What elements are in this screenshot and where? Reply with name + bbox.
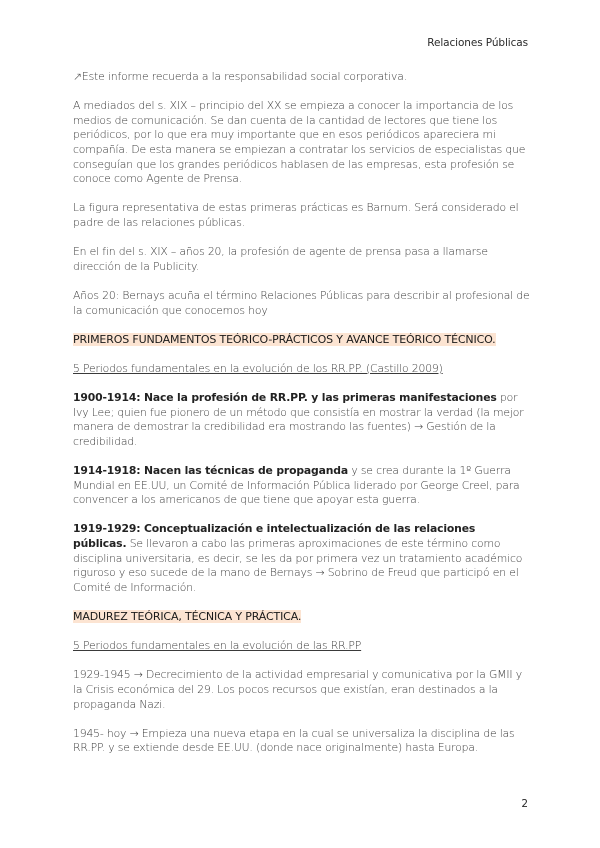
- section-heading: PRIMEROS FUNDAMENTOS TEÓRICO-PRÁCTICOS Y AVANCE TEÓRICO TÉCNICO.: [73, 332, 496, 346]
- paragraph: A mediados del s. XIX – principio del XX se empieza a conocer la importancia de los medios de comunicación. Se dan cuenta de la cantidad de lectores que tiene los periódicos, por lo que era muy importante que en esos periódicos apareciera mi compañía. De esta manera se empiezan a contratar los servicios de especialistas que conseguían que los grandes periódicos hablasen de las empresas, esta profesión se conoce como Agente de Prensa.: [73, 99, 526, 186]
- section-heading: MADUREZ TEÓRICA, TÉCNICA Y PRÁCTICA.: [73, 609, 302, 623]
- section-heading-wrapper: [73, 333, 531, 348]
- period-text: Se llevaron a cabo las primeras aproximaciones de este término como disciplina universitaria, es decir, se les da por primera vez un tratamiento académico riguroso y eso sucede de la mano de Bernays → Sobrino de Freud que participó en el Comité de Información.: [73, 537, 523, 594]
- period-entry: 1929-1945 → Decrecimiento de la actividad empresarial y comunicativa por la GMII y la Crisis económica del 29. Los pocos recursos que existían, eran destinados a la propaganda Nazi.: [73, 668, 522, 711]
- period-text: por Ivy Lee; quien fue pionero de un método que consistía en mostrar la verdad (la mejor manera de demostrar la credibilidad era mostrando las fuentes) → Gestión de la credibilidad.: [73, 391, 524, 448]
- paragraph: La figura representativa de estas primeras prácticas es Barnum. Será considerado el padre de las relaciones públicas.: [73, 201, 519, 229]
- period-entry: 1945- hoy → Empieza una nueva etapa en la cual se universaliza la disciplina de las RR.PP. y se extiende desde EE.UU. (donde nace originalmente) hasta Europa.: [73, 726, 515, 755]
- period-entry: [73, 391, 531, 449]
- section-subheading: 5 Periodos fundamentales en la evolución de las RR.PP: [73, 639, 362, 653]
- period-entry: [73, 522, 531, 595]
- document-body: [73, 70, 531, 771]
- page-number: 2: [521, 798, 528, 810]
- period-title: 1900-1914: Nace la profesión de RR.PP. y las primeras manifestaciones: [73, 391, 497, 405]
- running-header: Relaciones Públicas: [427, 37, 528, 49]
- period-entry: [73, 464, 531, 508]
- paragraph: Años 20: Bernays acuña el término Relaciones Públicas para describir al profesional de la comunicación que conocemos hoy: [73, 288, 530, 317]
- period-title: 1914-1918: Nacen las técnicas de propaganda: [73, 464, 349, 478]
- period-title: 1919-1929: Conceptualización e intelectualización de las relaciones públicas.: [73, 522, 476, 550]
- paragraph: ↗Este informe recuerda a la responsabilidad social corporativa.: [73, 70, 407, 83]
- section-heading-wrapper: [73, 610, 531, 625]
- period-text: y se crea durante la 1º Guerra Mundial en EE.UU, un Comité de Información Pública liderado por George Creel, para convencer a los americanos de que tiene que apoyar esta guerra.: [73, 464, 520, 507]
- paragraph: En el fin del s. XIX – años 20, la profesión de agente de prensa pasa a llamarse dirección de la Publicity.: [73, 245, 488, 273]
- section-subheading: 5 Periodos fundamentales en la evolución de los RR.PP. (Castillo 2009): [73, 361, 443, 375]
